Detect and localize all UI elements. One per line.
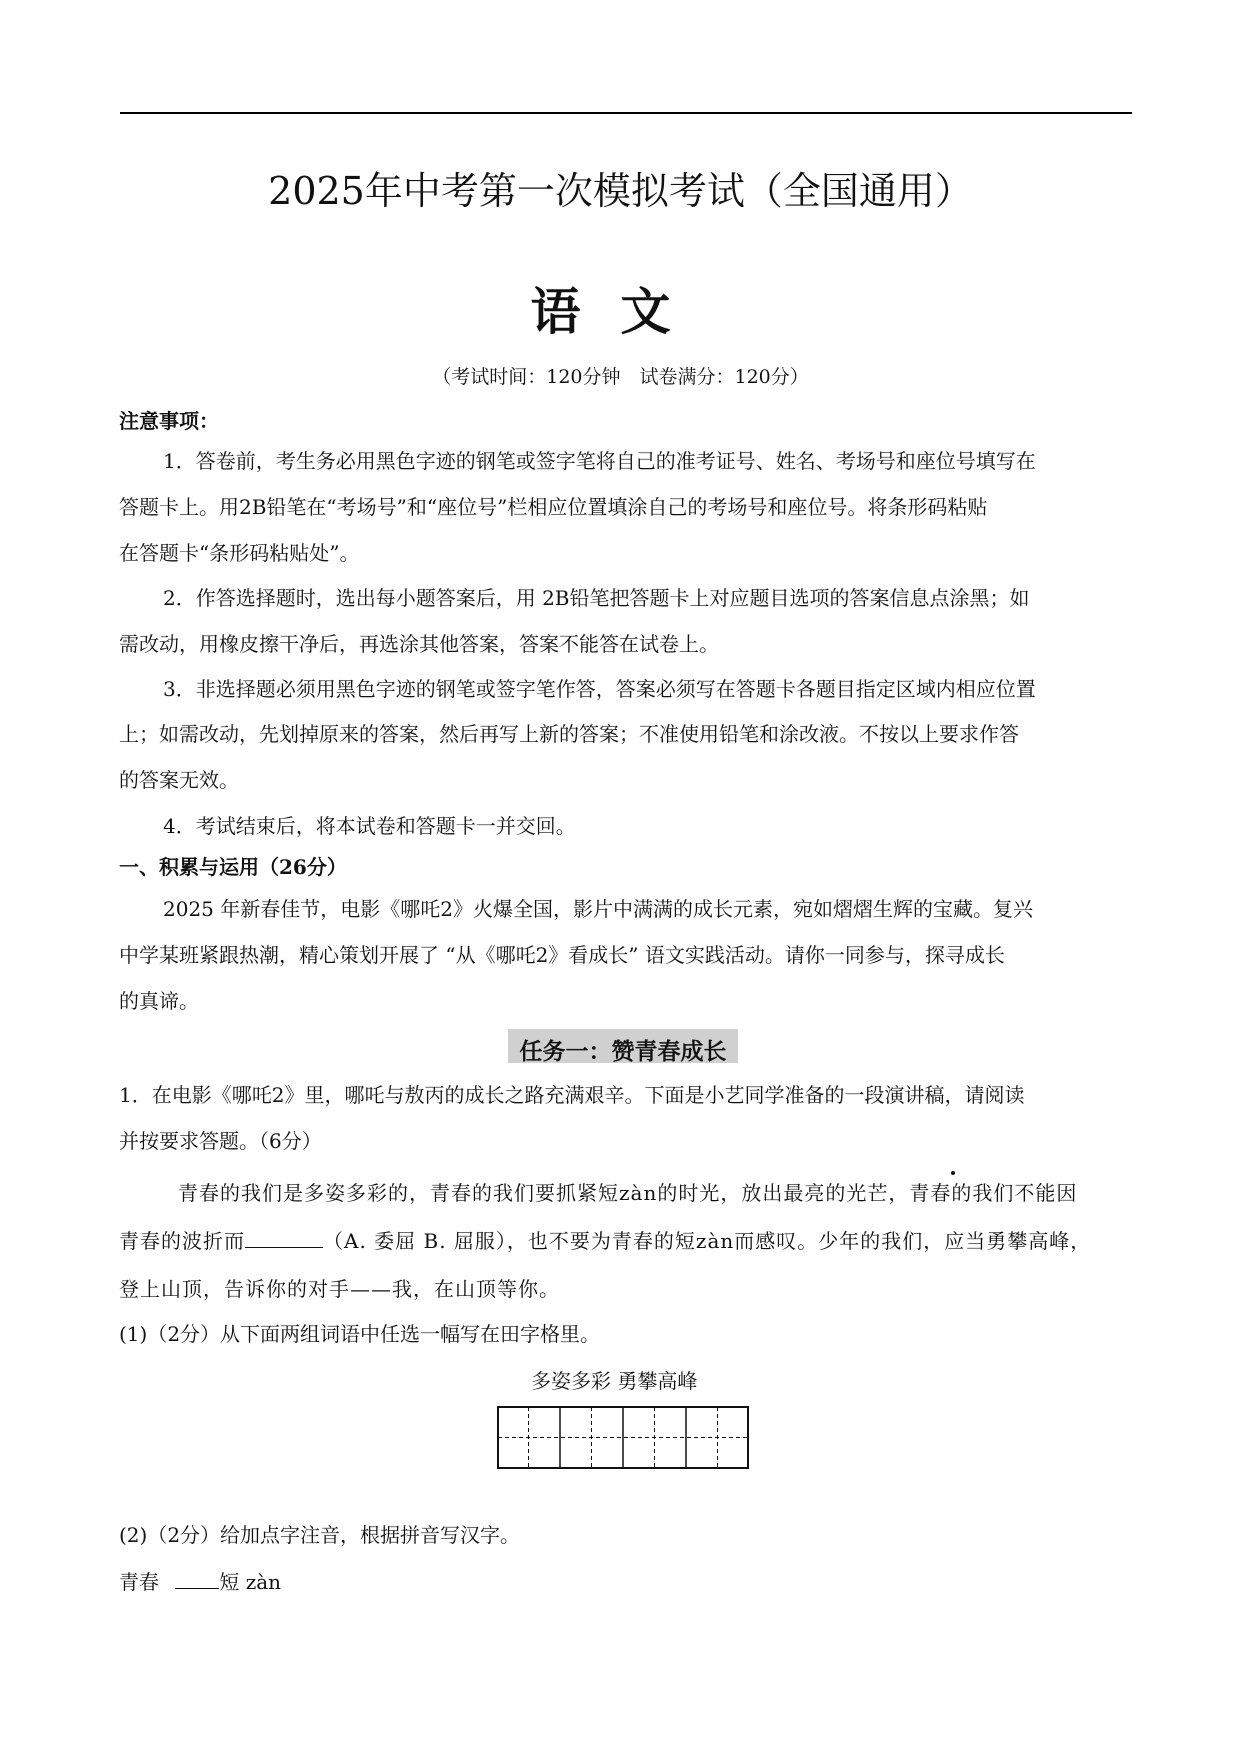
notice-line: 需改动，用橡皮擦干净后，再选涂其他答案，答案不能答在试卷上。 bbox=[119, 632, 719, 656]
task-label: 任务一：赞青春成长 bbox=[519, 1038, 727, 1065]
speech-line bbox=[119, 1225, 1091, 1254]
notice-line: 4．考试结束后，将本试卷和答题卡一并交回。 bbox=[163, 814, 576, 838]
section-heading: 一、积累与运用（26分） bbox=[119, 855, 347, 879]
speech-line: 青春的我们是多姿多彩的，青春的我们要抓紧短zàn的时光，放出最亮的光芒，青春的我们不能因 bbox=[178, 1181, 1078, 1205]
top-rule bbox=[120, 112, 1132, 114]
section-intro-line: 2025 年新春佳节，电影《哪吒2》火爆全国，影片中满满的成长元素，宛如熠熠生辉的宝藏。复兴 bbox=[163, 897, 1033, 921]
emphasis-dot bbox=[951, 1171, 955, 1175]
question-stem-line: 1．在电影《哪吒2》里，哪吒与敖丙的成长之路充满艰辛。下面是小艺同学准备的一段演讲稿，请阅读 bbox=[119, 1083, 1025, 1107]
word-choices: 多姿多彩 勇攀高峰 bbox=[531, 1369, 698, 1393]
section-intro-line: 的真谛。 bbox=[119, 989, 199, 1013]
question-part: (2)（2分）给加点字注音，根据拼音写汉字。 bbox=[119, 1523, 521, 1547]
notice-line: 上；如需改动，先划掉原来的答案，然后再写上新的答案；不准使用铅笔和涂改液。不按以上要求作答 bbox=[119, 722, 1019, 746]
fill-blank[interactable] bbox=[245, 1229, 323, 1248]
tianzi-grid[interactable] bbox=[497, 1406, 749, 1469]
exam-title: 2025年中考第一次模拟考试（全国通用） bbox=[268, 169, 973, 213]
notice-line: 2．作答选择题时，选出每小题答案后，用 2B铅笔把答题卡上对应题目选项的答案信息点涂黑；如 bbox=[163, 586, 1030, 610]
answer-row bbox=[119, 1566, 281, 1595]
notice-heading: 注意事项： bbox=[119, 409, 219, 433]
question-stem-line: 并按要求答题。（6分） bbox=[119, 1129, 322, 1153]
speech-text: 青春的波折而 bbox=[119, 1229, 245, 1253]
answer-word: 短 zàn bbox=[219, 1570, 282, 1594]
pinyin-blank[interactable] bbox=[175, 1570, 219, 1589]
notice-line: 在答题卡“条形码粘贴处”。 bbox=[119, 541, 360, 565]
notice-line: 的答案无效。 bbox=[119, 768, 239, 792]
subject-title: 语文 bbox=[530, 282, 711, 341]
exam-info: （考试时间：120分钟 试卷满分：120分） bbox=[432, 366, 809, 388]
notice-line: 3．非选择题必须用黑色字迹的钢笔或签字笔作答，答案必须写在答题卡各题目指定区域内相应位置 bbox=[163, 677, 1036, 701]
notice-line: 答题卡上。用2B铅笔在“考场号”和“座位号”栏相应位置填涂自己的考场号和座位号。将条形码粘贴 bbox=[119, 495, 988, 519]
speech-text: （A. 委屈 B. 屈服），也不要为青春的短zàn而感叹。少年的我们，应当勇攀高峰， bbox=[323, 1229, 1092, 1253]
notice-line: 1．答卷前，考生务必用黑色字迹的钢笔或签字笔将自己的准考证号、姓名、考场号和座位号填写在 bbox=[163, 449, 1036, 473]
section-intro-line: 中学某班紧跟热潮，精心策划开展了 “从《哪吒2》看成长” 语文实践活动。请你一同参与，探寻成长 bbox=[119, 943, 1005, 967]
answer-word: 青春 bbox=[119, 1570, 159, 1594]
question-part: (1)（2分）从下面两组词语中任选一幅写在田字格里。 bbox=[119, 1322, 601, 1346]
speech-line: 登上山顶，告诉你的对手——我，在山顶等你。 bbox=[119, 1277, 560, 1301]
